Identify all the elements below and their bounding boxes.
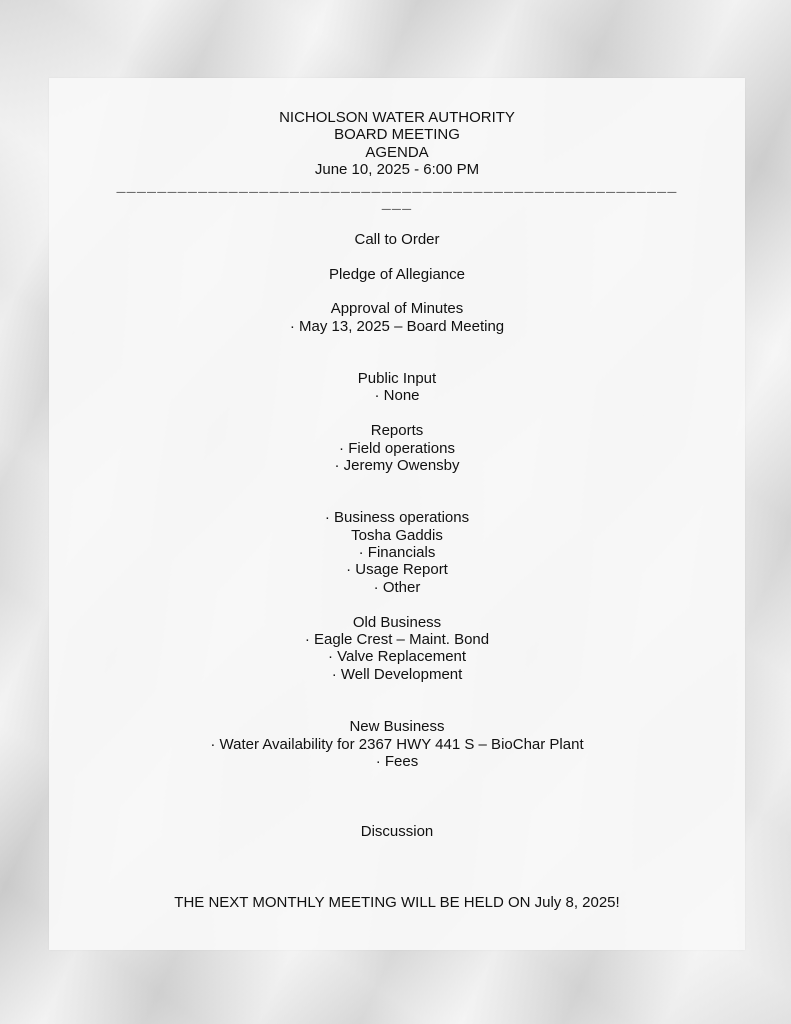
business-operations-person: Tosha Gaddis — [351, 526, 443, 544]
divider-tail: ___ — [381, 196, 413, 214]
call-to-order: Call to Order — [354, 230, 440, 248]
list-item: · Field operations — [339, 439, 455, 457]
document-type: AGENDA — [365, 143, 429, 161]
list-item: · Fees — [375, 752, 419, 770]
agenda-sheet — [49, 78, 745, 950]
approval-of-minutes-title: Approval of Minutes — [330, 300, 464, 318]
list-item: · Eagle Crest – Maint. Bond — [304, 631, 490, 649]
meeting-type: BOARD MEETING — [334, 126, 460, 144]
list-item: · May 13, 2025 – Board Meeting — [289, 317, 505, 335]
org-name: NICHOLSON WATER AUTHORITY — [279, 109, 515, 126]
list-item: · Usage Report — [346, 561, 448, 579]
new-business-title: New Business — [349, 718, 445, 736]
list-item: · Financials — [358, 544, 436, 562]
list-item: · Well Development — [331, 665, 463, 683]
list-item: · Valve Replacement — [327, 648, 467, 666]
list-item: · None — [374, 387, 420, 405]
public-input-title: Public Input — [357, 370, 437, 388]
list-item: · Water Availability for 2367 HWY 441 S – BioChar Plant — [210, 735, 584, 753]
reports-title: Reports — [370, 422, 424, 440]
next-meeting-notice: THE NEXT MONTHLY MEETING WILL BE HELD ON July 8, 2025! — [174, 894, 620, 911]
meeting-date-time: June 10, 2025 - 6:00 PM — [314, 161, 480, 179]
list-item: · Jeremy Owensby — [334, 457, 460, 475]
business-operations-title: · Business operations — [324, 509, 470, 527]
divider-line: _______________________________________________________ — [116, 178, 678, 196]
pledge-of-allegiance: Pledge of Allegiance — [329, 265, 465, 283]
old-business-title: Old Business — [352, 613, 442, 631]
discussion: Discussion — [360, 822, 434, 840]
list-item: · Other — [373, 578, 421, 596]
agenda-content — [49, 109, 745, 840]
